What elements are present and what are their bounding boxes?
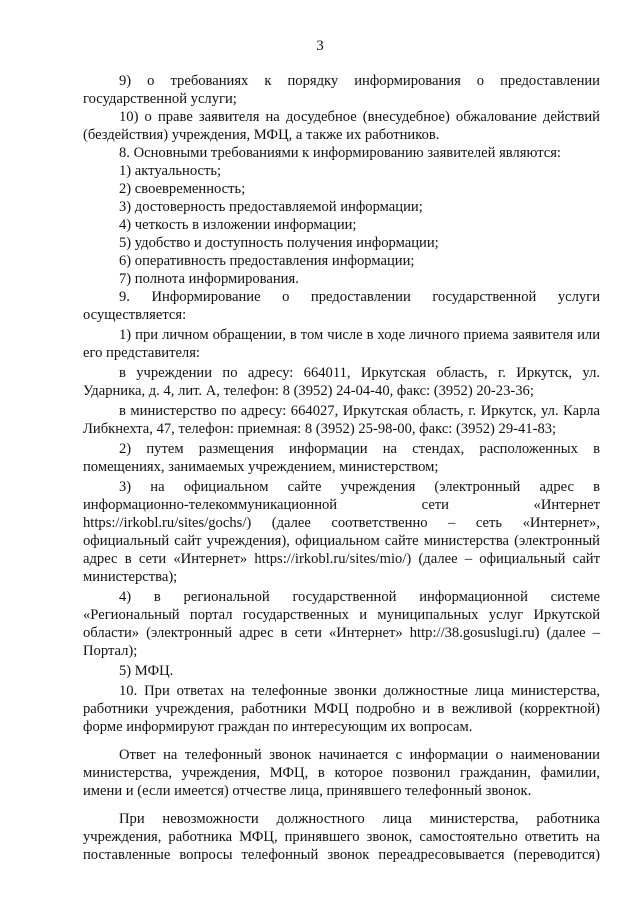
paragraph: 5) удобство и доступность получения информации; bbox=[119, 235, 439, 251]
paragraph: 8. Основными требованиями к информированию заявителей являются: bbox=[119, 145, 561, 161]
paragraph: 10) о праве заявителя на досудебное (внесудебное) обжалование действий (бездействия) учреждения, МФЦ, а также их работников. bbox=[83, 109, 600, 143]
paragraph: 9) о требованиях к порядку информирования о предоставлении государственной услуги; bbox=[83, 73, 600, 107]
paragraph: 10. При ответах на телефонные звонки должностные лица министерства, работники учреждения, работники МФЦ подробно и в вежливой (корректной) форме информируют граждан по интересующим их вопросам. bbox=[83, 683, 600, 735]
paragraph: Ответ на телефонный звонок начинается с информации о наименовании министерства, учреждения, МФЦ, в которое позвонил гражданин, фамилии, имени и (если имеется) отчестве лица, принявшего телефонный звонок. bbox=[83, 747, 600, 799]
paragraph: При невозможности должностного лица министерства, работника учреждения, работника МФЦ, принявшего звонок, самостоятельно ответить на поставленные вопросы телефонный звонок переадресовывается (переводится) bbox=[83, 811, 600, 863]
paragraph: 3) на официальном сайте учреждения (электронный адрес в информационно-телекоммуникационной сети «Интернет https://irkobl.ru/sites/gochs/) (далее соответственно – сеть «Интернет», официальный сайт учреждения), официальном сайте министерства (электронный адрес в сети «Интернет» https://irkobl.ru/sites/mio/) (далее – официальный сайт министерства); bbox=[83, 479, 600, 585]
paragraph: в министерство по адресу: 664027, Иркутская область, г. Иркутск, ул. Карла Либкнехта, 47, телефон: приемная: 8 (3952) 25-98-00, факс: (3952) 29-41-83; bbox=[83, 403, 600, 437]
paragraph: 4) в региональной государственной информационной системе «Региональный портал государственных и муниципальных услуг Иркутской области» (электронный адрес в сети «Интернет» http://38.gosuslugi.ru) (далее – Портал); bbox=[83, 589, 600, 659]
paragraph: 7) полнота информирования. bbox=[119, 271, 299, 287]
page-number: 3 bbox=[316, 38, 324, 54]
paragraph: 6) оперативность предоставления информации; bbox=[119, 253, 415, 269]
paragraph: 5) МФЦ. bbox=[119, 663, 174, 679]
paragraph: 1) актуальность; bbox=[119, 163, 222, 179]
paragraph: 4) четкость в изложении информации; bbox=[119, 217, 357, 233]
paragraph: 2) своевременность; bbox=[119, 181, 246, 197]
document-body bbox=[83, 72, 600, 864]
paragraph: 9. Информирование о предоставлении государственной услуги осуществляется: bbox=[83, 289, 600, 323]
paragraph: в учреждении по адресу: 664011, Иркутская область, г. Иркутск, ул. Ударника, д. 4, лит. А, телефон: 8 (3952) 24-04-40, факс: (3952) 20-23-36; bbox=[83, 365, 600, 399]
paragraph: 1) при личном обращении, в том числе в ходе личного приема заявителя или его представителя: bbox=[83, 327, 600, 361]
paragraph: 2) путем размещения информации на стендах, расположенных в помещениях, занимаемых учреждением, министерством; bbox=[83, 441, 600, 475]
paragraph: 3) достоверность предоставляемой информации; bbox=[119, 199, 423, 215]
